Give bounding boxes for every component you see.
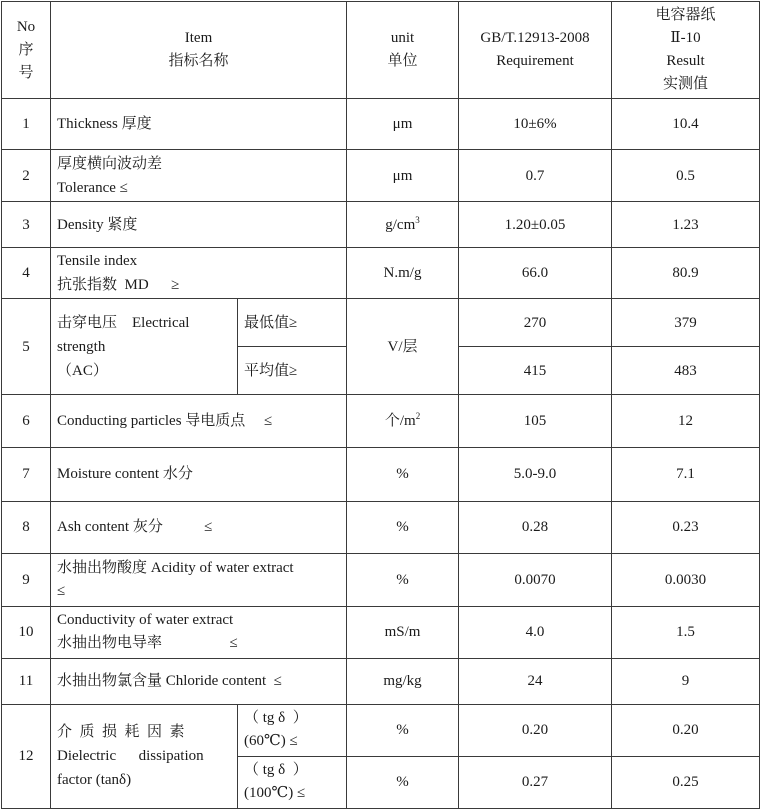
row-subitem [238, 704, 347, 756]
header-result-cn: 实测值 [663, 76, 709, 93]
row-no: 10 [2, 606, 51, 658]
header-item-cell [51, 2, 347, 99]
row-requirement: 0.20 [459, 704, 612, 756]
unit-superscript: 3 [415, 214, 420, 225]
row-subitem: 平均值≥ [238, 347, 347, 395]
table-row [2, 202, 760, 248]
row-requirement: 0.28 [459, 501, 612, 553]
header-result-cell [612, 2, 760, 99]
row-requirement: 5.0-9.0 [459, 447, 612, 501]
row-item-line: 击穿电压 Electrical [57, 314, 190, 331]
row-item-line: ≤ [57, 582, 66, 599]
header-no-cn2: 号 [18, 64, 34, 81]
row-item: Moisture content 水分 [51, 447, 347, 501]
row-requirement: 0.27 [459, 756, 612, 808]
table-row [2, 248, 760, 299]
row-requirement: 415 [459, 347, 612, 395]
row-requirement: 0.0070 [459, 553, 612, 606]
row-result: 0.20 [612, 704, 760, 756]
header-item-en: Item [184, 30, 213, 47]
row-no: 3 [2, 202, 51, 248]
row-result: 1.5 [612, 606, 760, 658]
table-row [2, 606, 760, 658]
row-requirement: 270 [459, 299, 612, 347]
row-item: Ash content 灰分 ≤ [51, 501, 347, 553]
row-requirement: 0.7 [459, 150, 612, 202]
row-subitem: 最低值≥ [238, 299, 347, 347]
header-requirement-standard: GB/T.12913-2008 [480, 30, 590, 47]
table-row [2, 395, 760, 447]
row-requirement: 105 [459, 395, 612, 447]
header-row [2, 2, 760, 99]
row-item-line: 介 质 损 耗 因 素 [57, 724, 185, 741]
unit-base: g/cm [385, 216, 416, 233]
row-no: 1 [2, 99, 51, 150]
row-no: 11 [2, 658, 51, 704]
header-unit-cell [347, 2, 459, 99]
row-result: 80.9 [612, 248, 760, 299]
row-item [51, 248, 347, 299]
row-result: 10.4 [612, 99, 760, 150]
header-unit-en: unit [390, 30, 415, 47]
table-row [2, 299, 760, 347]
row-requirement: 1.20±0.05 [459, 202, 612, 248]
header-no-cn1: 序 [18, 41, 34, 58]
row-item [51, 299, 238, 395]
row-item-line: 水抽出物酸度 Acidity of water extract [57, 559, 294, 576]
header-no-cell [2, 2, 51, 99]
row-no: 2 [2, 150, 51, 202]
header-no-en: No [16, 18, 36, 35]
row-result: 0.23 [612, 501, 760, 553]
header-item-cn: 指标名称 [168, 53, 229, 70]
row-unit: % [347, 501, 459, 553]
row-item-line: 抗张指数 MD ≥ [57, 277, 180, 294]
row-unit: N.m/g [347, 248, 459, 299]
row-subitem-line: (60℃) ≤ [244, 733, 298, 750]
row-requirement: 10±6% [459, 99, 612, 150]
row-no: 4 [2, 248, 51, 299]
row-result: 0.5 [612, 150, 760, 202]
row-result: 0.0030 [612, 553, 760, 606]
row-item [51, 704, 238, 808]
row-item-line: strength [57, 338, 106, 355]
header-result-en: Result [666, 53, 705, 70]
row-result: 12 [612, 395, 760, 447]
row-item: Density 紧度 [51, 202, 347, 248]
row-item-line: Tensile index [57, 253, 138, 270]
row-subitem [238, 756, 347, 808]
row-requirement: 24 [459, 658, 612, 704]
row-item-line: Dielectric dissipation [57, 748, 204, 765]
row-no: 5 [2, 299, 51, 395]
row-unit: μm [347, 99, 459, 150]
row-item [51, 606, 347, 658]
row-item-line: Tolerance ≤ [57, 179, 128, 196]
row-unit: mS/m [347, 606, 459, 658]
row-unit: % [347, 756, 459, 808]
row-unit: μm [347, 150, 459, 202]
row-unit: mg/kg [347, 658, 459, 704]
header-requirement-label: Requirement [496, 53, 574, 70]
row-requirement: 66.0 [459, 248, 612, 299]
row-item: Conducting particles 导电质点 ≤ [51, 395, 347, 447]
row-item-line: factor (tanδ) [57, 772, 132, 789]
header-unit-cn: 单位 [387, 53, 418, 70]
row-no: 12 [2, 704, 51, 808]
table-row [2, 150, 760, 202]
unit-base: 个/m [384, 412, 416, 429]
row-unit: V/层 [347, 299, 459, 395]
row-item [51, 553, 347, 606]
row-no: 8 [2, 501, 51, 553]
row-unit: % [347, 553, 459, 606]
row-item-line: Conductivity of water extract [57, 612, 234, 629]
header-result-product: 电容器纸 [655, 7, 716, 24]
row-result: 379 [612, 299, 760, 347]
row-subitem-line: （ tg δ ） [244, 710, 308, 727]
table-row [2, 658, 760, 704]
table-row [2, 447, 760, 501]
row-requirement: 4.0 [459, 606, 612, 658]
table-row [2, 501, 760, 553]
row-unit: % [347, 704, 459, 756]
row-unit: % [347, 447, 459, 501]
row-result: 9 [612, 658, 760, 704]
row-result: 7.1 [612, 447, 760, 501]
row-subitem-line: (100℃) ≤ [244, 785, 306, 802]
row-no: 6 [2, 395, 51, 447]
row-unit [347, 202, 459, 248]
header-requirement-cell [459, 2, 612, 99]
row-item: 水抽出物氯含量 Chloride content ≤ [51, 658, 347, 704]
unit-superscript: 2 [415, 410, 421, 421]
row-no: 9 [2, 553, 51, 606]
table-row [2, 553, 760, 606]
row-result: 1.23 [612, 202, 760, 248]
row-item [51, 150, 347, 202]
table-row [2, 704, 760, 756]
row-item-line: 厚度横向波动差 [57, 155, 163, 172]
row-result: 483 [612, 347, 760, 395]
row-result: 0.25 [612, 756, 760, 808]
row-no: 7 [2, 447, 51, 501]
specification-table [1, 1, 760, 809]
row-item-line: 水抽出物电导率 ≤ [57, 635, 238, 652]
header-result-grade: Ⅱ-10 [670, 30, 701, 47]
row-unit [347, 395, 459, 447]
row-item-line: （AC） [57, 362, 108, 379]
row-item: Thickness 厚度 [51, 99, 347, 150]
row-subitem-line: （ tg δ ） [244, 762, 308, 779]
table-row [2, 99, 760, 150]
